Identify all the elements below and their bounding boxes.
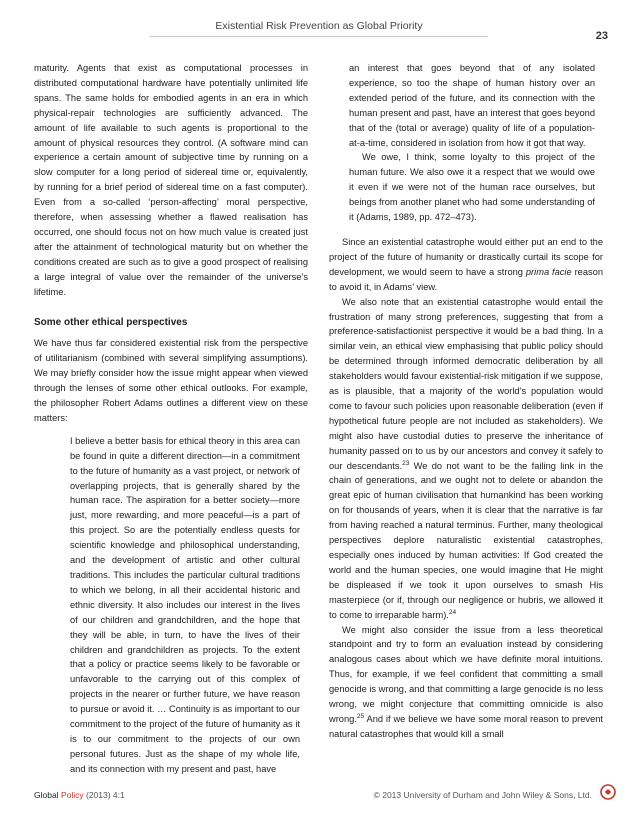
journal-name: Global xyxy=(34,790,61,800)
text-run: And if we believe we have some moral reason to prevent natural catastrophes that would kill a small xyxy=(329,713,603,739)
adams-quote: I believe a better basis for ethical theory in this area can be found in quite a different direction—in a commitment to the future of humanity as a vast project, or network of overlapping projects, that is generally shared by the human race. The aspiration for a better society—more just, more rewarding, and more peaceful—is a part of this project. So are the potentially endless quests for scientific knowledge and philosophical understanding, and the development of artistic and other cultural traditions. This includes the particular cultural traditions to which we belong, in all their accidental historic and ethnic diversity. It also includes our interest in the lives of our children and grandchildren, and the hope that they will be able, in turn, to have the lives of their children and grandchildren as projects. To the extent that a policy or practice seems likely to be favorable or unfavorable to the carrying out of this complex of projects in the nearer or further future, we have reason to pursue or avoid it. … Continuity is as important to our commitment to the project of the future of humanity as it is to our commitment to the projects of our own personal futures. Just as the shape of my whole life, and its connection with my present and past, have xyxy=(70,435,300,774)
footnote-ref-24[interactable]: 24 xyxy=(448,608,457,616)
copyright: © 2013 University of Durham and John Wiley & Sons, Ltd. xyxy=(373,790,592,800)
journal-issue: (2013) 4:1 xyxy=(83,790,125,800)
text-run: Since an existential catastrophe would either put an end to the project of the future of humanity or drastically curtail its scope for development, we would seem to have a strong xyxy=(329,236,603,277)
paragraph-intuitions xyxy=(329,623,603,742)
paragraph-preferences xyxy=(329,295,603,623)
running-head: Existential Risk Prevention as Global Priority xyxy=(215,20,423,32)
paragraph-perspectives: We have thus far considered existential risk from the perspective of utilitarianism (combined with several simplifying assumptions). We may briefly consider how the issue might appear when viewed through the lenses of some other ethical outlooks. For example, the philosopher Robert Adams outlines a different view on these matters: xyxy=(34,338,308,423)
text-run: We do not want to be the failing link in the chain of generations, and we ought not to delete or abandon the great epic of human civilisation that humankind has been working on for thousands of years, when it is clear that the narrative is far from having reached a natural terminus. Further, many theological perspectives deplore naturalistic existential catastrophes, especially ones induced by human activities: If God created the world and the human species, one would imagine that He might be displeased if we took it upon ourselves to smash His masterpiece (or if, through our negligence or hubris, we allowed it to come to irreparable harm). xyxy=(329,460,604,620)
left-column xyxy=(34,61,308,777)
text-run: We might also consider the issue from a less theoretical standpoint and try to form an evaluation instead by considering analogous cases about which we have definite moral intuitions. Thus, for example, if we feel confident that committing a small genocide is wrong, and that committing a large genocide is no less wrong, we might conjecture that committing omnicide is also wrong. xyxy=(329,624,603,724)
quote-continuation-1: an interest that goes beyond that of any isolated experience, so too the shape of human history over an extended period of the future, and its connection with the human present and past, have an interest that goes beyond that of the (total or average) quality of life of a population-at-a-time, considered in isolation from how it got that way. xyxy=(349,63,595,148)
quote-continuation-2: We owe, I think, some loyalty to this project of the human future. We also owe it a respect that we would owe it even if we were not of the human race ourselves, but beings from another planet who had some understanding of it (Adams, 1989, pp. 472–473). xyxy=(349,152,595,223)
text-run: We also note that an existential catastrophe would entail the frustration of many strong preferences, suggesting that from a preference-satisfactionist perspective it would be a bad thing. In a similar vein, an ethical view emphasising that public policy should be determined through informed democratic deliberation by all stakeholders would favour existential-risk mitigation if we suppose, as is plausible, that a majority of the world’s population would come to favour such policies upon reasonable deliberation (even if hypothetical future people are not included as stakeholders). We might also have custodial duties to preserve the inheritance of humanity passed on to us by our ancestors and convey it safely to our descendants. xyxy=(329,296,603,471)
journal-name-accent: Policy xyxy=(60,790,84,800)
paragraph-adams-view xyxy=(329,235,603,295)
section-heading: Some other ethical perspectives xyxy=(34,316,188,328)
journal-citation xyxy=(34,790,125,800)
text-run: reason to avoid it, in Adams’ view. xyxy=(329,266,603,292)
publisher-logo-icon xyxy=(600,784,616,800)
page-number: 23 xyxy=(595,30,608,42)
footnote-ref-25[interactable]: 25 xyxy=(356,712,365,720)
prima-facie: prima facie xyxy=(525,266,572,277)
footnote-ref-23[interactable]: 23 xyxy=(402,459,410,467)
adams-quote-continued xyxy=(329,61,603,225)
header-rule xyxy=(150,36,488,37)
right-column xyxy=(329,61,603,742)
paragraph-maturity: maturity. Agents that exist as computational processes in distributed computational hardware have potentially unlimited life spans. The same holds for embodied agents in an era in which physical-repair technologies are sufficiently advanced. The amount of life available to such agents is proportional to the amount of physical resources they control. (A software mind can experience a certain amount of subjective time by running on a slow computer for a long period of sidereal time or, equivalently, by running for a brief period of sidereal time on a fast computer). Even from a so-called ‘person-affecting’ moral perspective, therefore, when assessing whether a flawed realisation has occurred, one should focus not on how much value is created just after the attainment of technological maturity but on whether the conditions created are such as to give a good prospect of realising a large integral of value over the remainder of the universe’s lifetime. xyxy=(34,63,308,297)
